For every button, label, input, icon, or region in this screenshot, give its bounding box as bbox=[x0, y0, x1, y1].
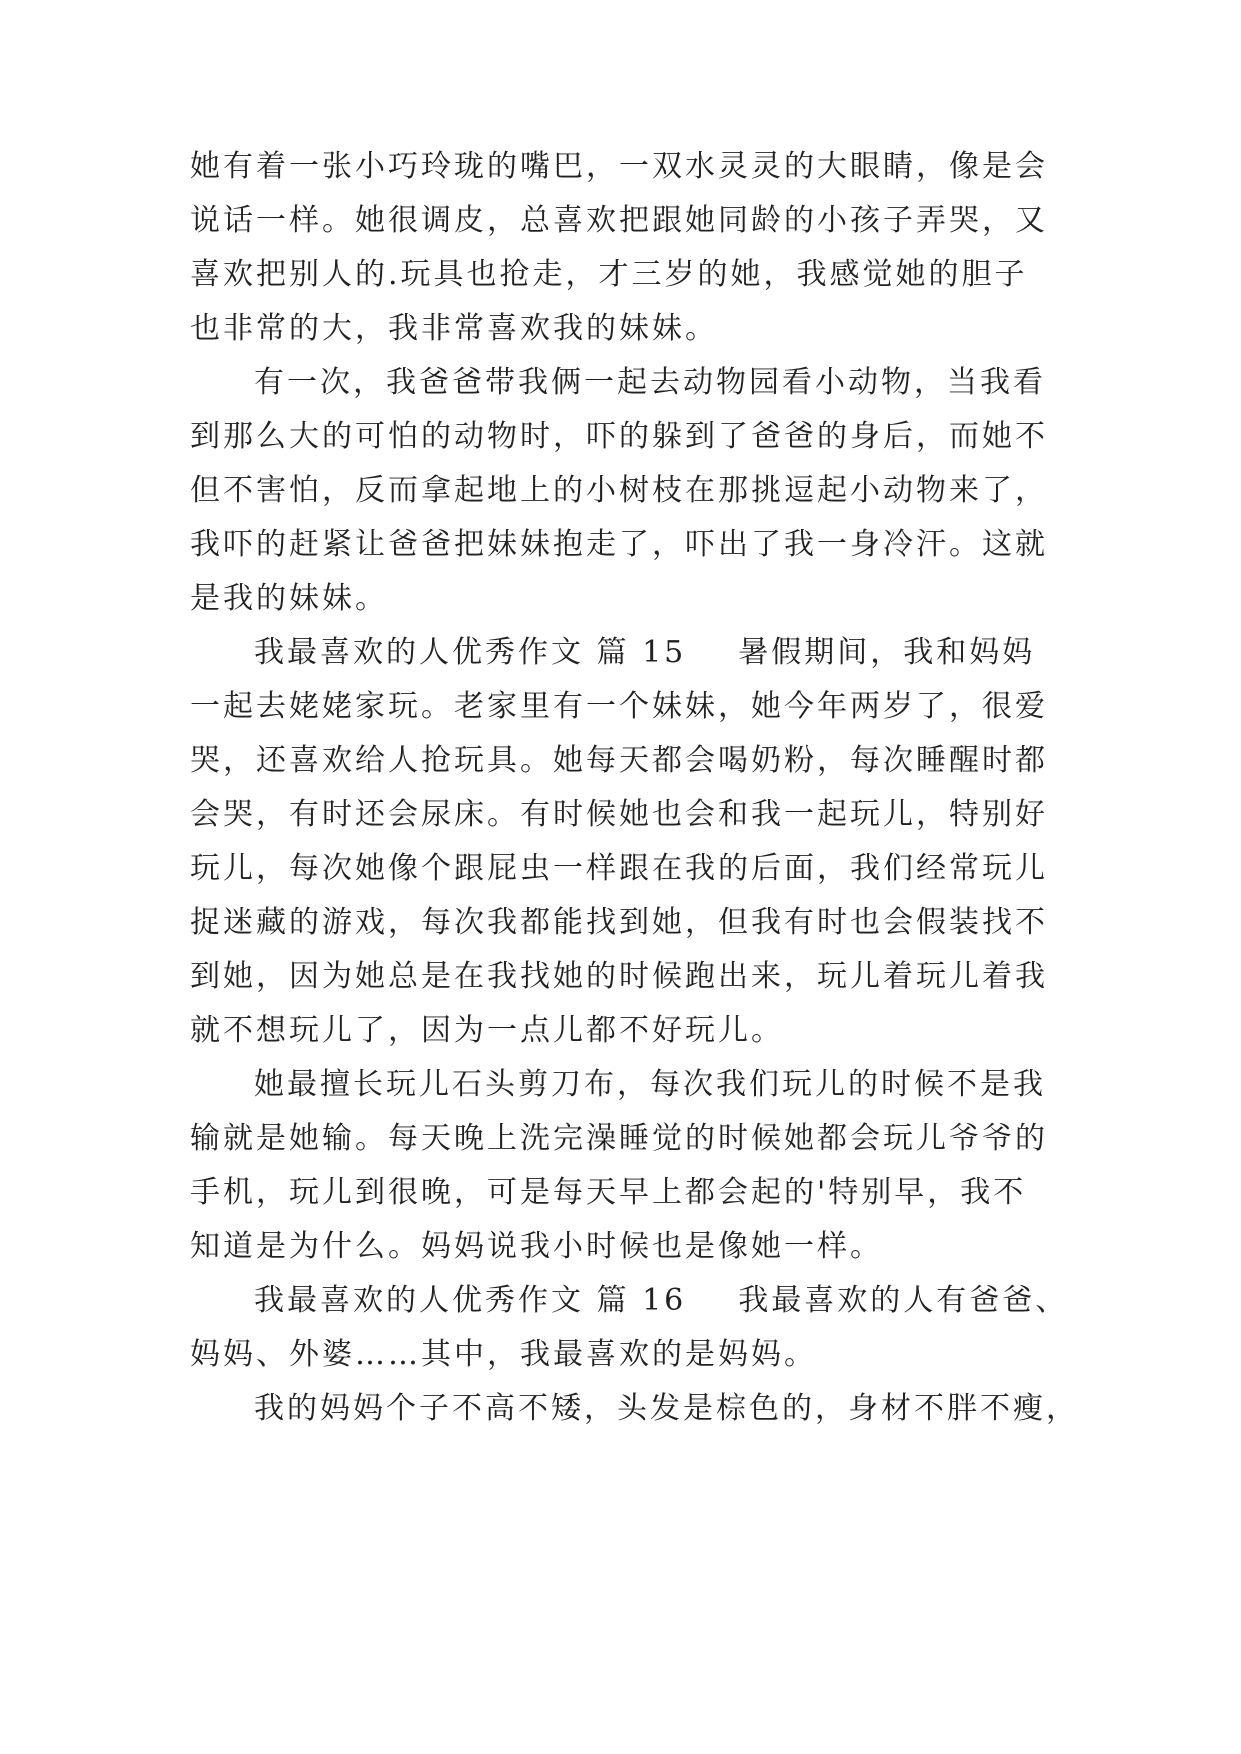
text-line: 妈妈、外婆……其中，我最喜欢的是妈妈。 bbox=[190, 1337, 817, 1372]
section-heading-line bbox=[254, 623, 1050, 683]
text-line: 她最擅长玩儿石头剪刀布，每次我们玩儿的时候不是我 bbox=[254, 1067, 1046, 1102]
text-line: 我的妈妈个子不高不矮，头发是棕色的，身材不胖不瘦， bbox=[254, 1391, 1079, 1426]
text-line: 玩儿，每次她像个跟屁虫一样跟在我的后面，我们经常玩儿 bbox=[190, 851, 1048, 886]
section-heading-line bbox=[254, 1271, 1069, 1331]
text-line: 也非常的大，我非常喜欢我的妹妹。 bbox=[190, 311, 718, 346]
text-line: 手机，玩儿到很晚，可是每天早上都会起的'特别早，我不 bbox=[190, 1175, 1027, 1210]
text-line: 输就是她输。每天晚上洗完澡睡觉的时候她都会玩儿爷爷的 bbox=[190, 1121, 1048, 1156]
text-line: 知道是为什么。妈妈说我小时候也是像她一样。 bbox=[190, 1229, 883, 1264]
text-line: 有一次，我爸爸带我俩一起去动物园看小动物，当我看 bbox=[254, 365, 1046, 400]
text-line: 就不想玩儿了，因为一点儿都不好玩儿。 bbox=[190, 1013, 784, 1048]
text-line: 到她，因为她总是在我找她的时候跑出来，玩儿着玩儿着我 bbox=[190, 959, 1048, 994]
text-line: 捉迷藏的游戏，每次我都能找到她，但我有时也会假装找不 bbox=[190, 905, 1048, 940]
section-heading: 我最喜欢的人优秀作文 篇 16 bbox=[254, 1283, 687, 1318]
text-line: 一起去姥姥家玩。老家里有一个妹妹，她今年两岁了，很爱 bbox=[190, 689, 1048, 724]
section-first-words: 暑假期间，我和妈妈 bbox=[738, 635, 1036, 670]
text-line: 是我的妹妹。 bbox=[190, 581, 388, 616]
text-line: 到那么大的可怕的动物时，吓的躲到了爸爸的身后，而她不 bbox=[190, 419, 1048, 454]
text-line: 我吓的赶紧让爸爸把妹妹抱走了，吓出了我一身冷汗。这就 bbox=[190, 527, 1048, 562]
text-line: 哭，还喜欢给人抢玩具。她每天都会喝奶粉，每次睡醒时都 bbox=[190, 743, 1048, 778]
text-line: 喜欢把别人的.玩具也抢走，才三岁的她，我感觉她的胆子 bbox=[190, 257, 1028, 292]
text-line: 会哭，有时还会尿床。有时候她也会和我一起玩儿，特别好 bbox=[190, 797, 1048, 832]
text-line: 她有着一张小巧玲珑的嘴巴，一双水灵灵的大眼睛，像是会 bbox=[190, 149, 1048, 184]
text-line: 但不害怕，反而拿起地上的小树枝在那挑逗起小动物来了， bbox=[190, 473, 1048, 508]
section-heading: 我最喜欢的人优秀作文 篇 15 bbox=[254, 635, 687, 670]
text-line: 说话一样。她很调皮，总喜欢把跟她同龄的小孩子弄哭，又 bbox=[190, 203, 1048, 238]
section-first-words: 我最喜欢的人有爸爸、 bbox=[738, 1283, 1069, 1318]
